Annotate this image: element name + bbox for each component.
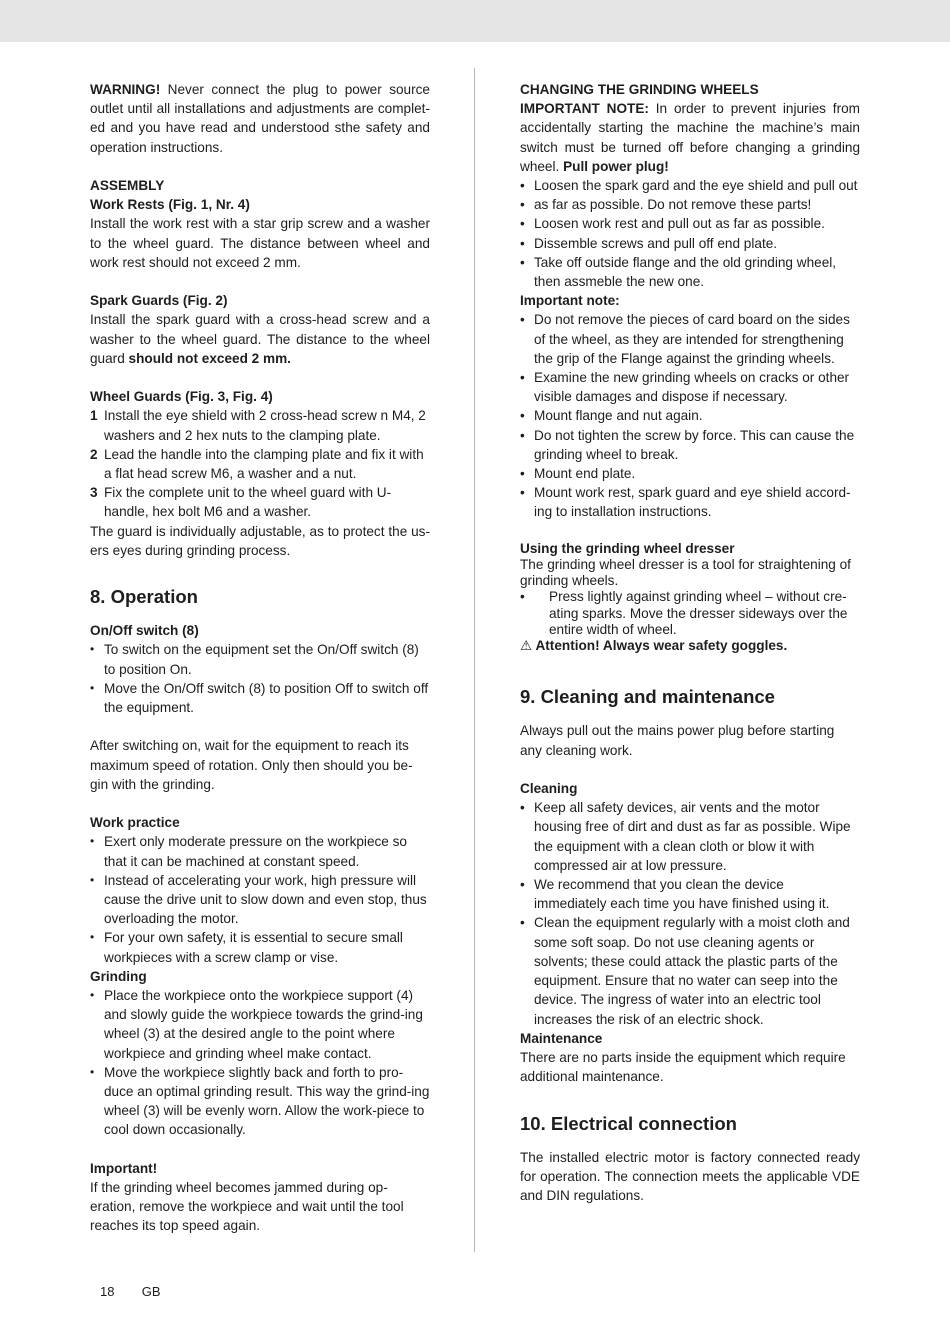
step-number: 2 <box>90 446 98 462</box>
spark-guards-heading: Spark Guards (Fig. 2) <box>90 293 228 309</box>
left-column <box>90 80 430 1236</box>
important-note-paragraph <box>520 99 860 176</box>
list-item <box>90 871 430 929</box>
work-practice-list <box>90 832 430 966</box>
bullet-icon: • <box>520 178 525 194</box>
dresser-heading: Using the grinding wheel dresser <box>520 540 735 556</box>
column-divider <box>474 68 475 1252</box>
list-item <box>520 406 860 425</box>
grinding-list <box>90 986 430 1140</box>
list-item-text: Place the workpiece onto the workpiece support (4) and slowly guide the workpiece towards the grind-ing wheel (3) at the desired angle to the point where workpiece and grinding wheel make contact. <box>104 988 423 1061</box>
bullet-icon: • <box>520 197 525 213</box>
bullet-icon: • <box>520 254 525 270</box>
bullet-icon: • <box>520 427 525 443</box>
work-rests-text: Install the work rest with a star grip screw and a washer to the wheel guard. The distance between wheel and work rest should not exceed 2 mm. <box>90 216 430 270</box>
bullet-icon: • <box>520 312 525 328</box>
list-item <box>90 832 430 870</box>
dresser-list <box>520 589 860 638</box>
onoff-heading: On/Off switch (8) <box>90 623 199 639</box>
step-text: Fix the complete unit to the wheel guard with U-handle, hex bolt M6 and a washer. <box>104 485 392 520</box>
warning-triangle-icon: ⚠ <box>520 638 533 654</box>
list-item-text: To switch on the equipment set the On/Off switch (8) to position On. <box>104 642 419 677</box>
list-item-text: We recommend that you clean the device immediately each time you have finished using it. <box>534 877 830 912</box>
list-item-text: Loosen work rest and pull out as far as possible. <box>534 216 825 232</box>
list-item-text: Examine the new grinding wheels on cracks or other visible damages and dispose if necessary. <box>534 370 850 405</box>
list-item <box>90 640 430 678</box>
onoff-list <box>90 640 430 717</box>
list-item-text: Keep all safety devices, air vents and the motor housing free of dirt and dust as far as possible. Wipe the equipment with a clean cloth or blow it with compressed air at low pressure. <box>534 800 851 873</box>
bullet-icon: • <box>520 235 525 251</box>
pull-plug-text: Pull power plug! <box>563 158 669 174</box>
warning-paragraph <box>90 80 430 157</box>
list-item-text: Instead of accelerating your work, high pressure will cause the drive unit to slow down and even stop, thus overloading the motor. <box>104 872 427 927</box>
list-item <box>520 310 860 368</box>
page-number: 18 <box>100 1284 115 1299</box>
important-heading: Important! <box>90 1160 158 1176</box>
attention-text: Attention! Always wear safety goggles. <box>532 638 788 654</box>
important-note2-heading: Important note: <box>520 293 620 309</box>
bullet-icon: • <box>520 915 525 931</box>
important-text: If the grinding wheel becomes jammed during op-eration, remove the workpiece and wait until the tool reaches its top speed again. <box>90 1180 404 1234</box>
list-item <box>520 176 860 195</box>
header-bar <box>0 0 950 42</box>
spark-guards-text <box>90 310 430 368</box>
electrical-text: The installed electric motor is factory connected ready for operation. The connection meets the applicable VDE and DIN regulations. <box>520 1149 860 1203</box>
list-item-text: Take off outside flange and the old grinding wheel, then assmeble the new one. <box>534 254 837 290</box>
section-title-cleaning: 9. Cleaning and maintenance <box>520 686 775 708</box>
cleaning-list <box>520 798 860 1028</box>
list-item <box>90 928 430 966</box>
maintenance-text: There are no parts inside the equipment which require additional maintenance. <box>520 1049 846 1085</box>
list-item <box>90 445 430 483</box>
bullet-icon: • <box>520 370 525 386</box>
list-item-text: Dissemble screws and pull off end plate. <box>534 235 778 251</box>
dresser-text: The grinding wheel dresser is a tool for straightening of grinding wheels. <box>520 557 851 589</box>
bullet-icon: • <box>90 1064 95 1079</box>
step-text: Install the eye shield with 2 cross-head screw n M4, 2 washers and 2 hex nuts to the clamping plate. <box>104 408 426 443</box>
list-item <box>90 1063 430 1140</box>
bullet-icon: • <box>520 800 525 816</box>
right-column <box>520 80 860 1205</box>
list-item <box>520 464 860 483</box>
list-item-text: Move the On/Off switch (8) to position Off to switch off the equipment. <box>104 680 429 716</box>
bullet-icon: • <box>90 642 95 657</box>
list-item-text: Mount flange and nut again. <box>534 408 703 424</box>
step-number: 1 <box>90 408 98 424</box>
after-switch-text: After switching on, wait for the equipment to reach its maximum speed of rotation. Only then should you be-gin with the grinding. <box>90 738 413 792</box>
bullet-icon: • <box>90 872 95 887</box>
list-item-text: Press lightly against grinding wheel – without cre-ating sparks. Move the dresser sideways over the entire width of wheel. <box>549 589 848 637</box>
attention-line <box>520 638 860 654</box>
important-note-text: In order to prevent injuries from accidentally starting the machine the machine’s main switch must be turned off before changing a grinding wheel. <box>520 101 860 174</box>
list-item <box>90 483 430 521</box>
list-item <box>90 406 430 444</box>
list-item-text: Mount work rest, spark guard and eye shield accord-ing to installation instructions. <box>534 485 851 520</box>
list-item <box>520 234 860 253</box>
important-note2-list <box>520 310 860 521</box>
wheel-guards-steps <box>90 406 430 521</box>
cleaning-intro: Always pull out the mains power plug before starting any cleaning work. <box>520 723 835 758</box>
step-text: Lead the handle into the clamping plate and fix it with a flat head screw M6, a washer and a nut. <box>104 446 424 482</box>
list-item <box>520 195 860 214</box>
bullet-icon: • <box>520 466 525 482</box>
warning-label: WARNING! <box>90 82 161 97</box>
bullet-icon: • <box>90 988 95 1003</box>
list-item-text: Loosen the spark gard and the eye shield and pull out <box>534 178 858 194</box>
maintenance-heading: Maintenance <box>520 1030 603 1046</box>
grinding-heading: Grinding <box>90 968 147 984</box>
list-item-text: Move the workpiece slightly back and forth to pro-duce an optimal grinding result. This way the grind-ing wheel (3) will be evenly worn. Allow the work-piece to cool down occasionally. <box>104 1064 430 1138</box>
list-item <box>90 986 430 1063</box>
spark-guards-text-main: Install the spark guard with a cross-head screw and a washer to the wheel guard. The distance to the wheel guard <box>90 312 430 366</box>
list-item <box>520 875 860 913</box>
cleaning-heading: Cleaning <box>520 781 578 797</box>
list-item-text: Do not tighten the screw by force. This can cause the grinding wheel to break. <box>534 427 855 462</box>
bullet-icon: • <box>90 680 95 695</box>
bullet-icon: • <box>520 216 525 232</box>
list-item-text: For your own safety, it is essential to secure small workpieces with a screw clamp or vise. <box>104 930 403 965</box>
wheel-guards-heading: Wheel Guards (Fig. 3, Fig. 4) <box>90 389 273 405</box>
changing-list <box>520 176 860 291</box>
list-item <box>520 798 860 875</box>
dresser-section <box>520 541 860 654</box>
list-item-text: Mount end plate. <box>534 466 636 482</box>
list-item-text: Do not remove the pieces of card board on the sides of the wheel, as they are intended for strengthening the grip of the Flange against the grinding wheels. <box>534 312 850 366</box>
warning-text: Never connect the plug to power source outlet until all installations and adjustments are complet-ed and you have read and understood sthe safety and operation instructions. <box>90 82 430 155</box>
section-title-electrical: 10. Electrical connection <box>520 1112 737 1134</box>
page-footer <box>100 1282 161 1301</box>
language-code: GB <box>141 1284 161 1299</box>
work-rests-heading: Work Rests (Fig. 1, Nr. 4) <box>90 197 250 213</box>
list-item <box>520 913 860 1028</box>
important-note-label: IMPORTANT NOTE: <box>520 101 649 117</box>
list-item <box>520 483 860 521</box>
section-title-operation: 8. Operation <box>90 586 198 608</box>
bullet-icon: • <box>520 408 525 424</box>
list-item <box>520 589 860 638</box>
list-item-text: Exert only moderate pressure on the workpiece so that it can be machined at constant speed. <box>104 834 407 869</box>
spark-guards-text-bold: should not exceed 2 mm. <box>128 350 291 366</box>
list-item <box>520 253 860 291</box>
step-number: 3 <box>90 485 98 501</box>
bullet-icon: • <box>520 877 525 893</box>
list-item-text: Clean the equipment regularly with a moist cloth and some soft soap. Do not use cleaning agents or solvents; these could attack the plastic parts of the equipment. Ensure that no water can seep into the device. The ingress of water into an electric tool increases the risk of an electric shock. <box>534 915 850 1027</box>
list-item-text: as far as possible. Do not remove these parts! <box>534 197 812 213</box>
wheel-guards-after: The guard is individually adjustable, as to protect the us-ers eyes during grinding process. <box>90 523 430 558</box>
bullet-icon: • <box>520 589 525 605</box>
work-practice-heading: Work practice <box>90 815 180 831</box>
bullet-icon: • <box>520 485 525 501</box>
assembly-heading: ASSEMBLY <box>90 178 165 193</box>
changing-heading: CHANGING THE GRINDING WHEELS <box>520 82 759 97</box>
bullet-icon: • <box>90 930 95 945</box>
list-item <box>520 426 860 464</box>
bullet-icon: • <box>90 834 95 849</box>
list-item <box>90 679 430 717</box>
list-item <box>520 368 860 406</box>
list-item <box>520 214 860 233</box>
